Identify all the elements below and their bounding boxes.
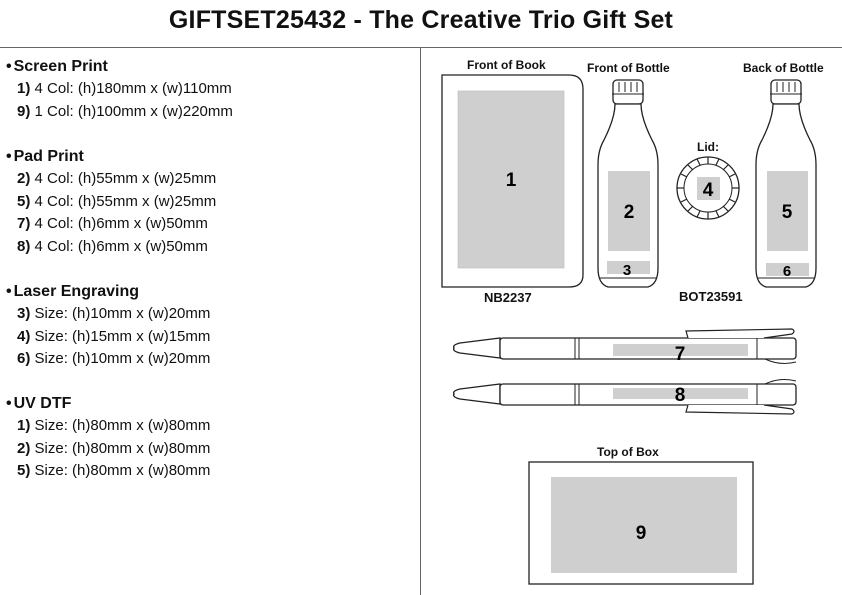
spec-text: 1 Col: (h)100mm x (w)220mm xyxy=(34,102,233,120)
pen-drawing-1 xyxy=(454,329,796,365)
area-number: 4) xyxy=(17,327,31,345)
code-bottle: BOT23591 xyxy=(679,289,743,304)
spec-text: 4 Col: (h)180mm x (w)110mm xyxy=(34,80,232,97)
method-title: Pad Print xyxy=(13,148,84,165)
spec-text: Size: (h)80mm x (w)80mm xyxy=(34,417,211,434)
area-number: 8) xyxy=(17,237,31,255)
area-number-1: 1 xyxy=(505,170,517,191)
area-number: 5) xyxy=(17,192,31,210)
area-number-7: 7 xyxy=(674,344,686,365)
notebook-drawing xyxy=(442,75,583,287)
area-number: 2) xyxy=(17,170,31,187)
bullet-icon: • xyxy=(6,58,12,75)
method-title: UV DTF xyxy=(13,395,72,412)
label-top-of-box: Top of Box xyxy=(597,445,659,459)
area-number-3: 3 xyxy=(622,262,632,279)
area-number-2: 2 xyxy=(623,202,635,223)
area-number-6: 6 xyxy=(782,263,792,280)
area-number-5: 5 xyxy=(781,202,793,223)
label-lid: Lid: xyxy=(697,140,719,154)
label-front-of-bottle: Front of Bottle xyxy=(587,61,670,75)
spec-text: Size: (h)15mm x (w)15mm xyxy=(34,327,211,345)
code-notebook: NB2237 xyxy=(484,290,532,305)
label-front-of-book: Front of Book xyxy=(467,58,546,72)
area-number: 2) xyxy=(17,439,31,457)
spec-text: Size: (h)10mm x (w)20mm xyxy=(34,350,211,367)
pen-drawing-2 xyxy=(454,380,796,414)
spec-text: 4 Col: (h)6mm x (w)50mm xyxy=(34,215,208,232)
area-number: 6) xyxy=(17,350,31,367)
spec-text: 4 Col: (h)55mm x (w)25mm xyxy=(34,192,217,210)
area-number-8: 8 xyxy=(674,385,686,406)
spec-text: Size: (h)10mm x (w)20mm xyxy=(34,305,211,322)
area-number-9: 9 xyxy=(635,523,647,544)
area-number: 9) xyxy=(17,102,31,120)
bottle-front-drawing xyxy=(598,80,658,287)
label-back-of-bottle: Back of Bottle xyxy=(743,61,824,75)
area-number: 5) xyxy=(17,462,31,479)
bullet-icon: • xyxy=(6,395,12,412)
area-number: 1) xyxy=(17,80,31,97)
spec-text: 4 Col: (h)55mm x (w)25mm xyxy=(34,170,217,187)
lid-drawing xyxy=(677,157,739,219)
method-title: Laser Engraving xyxy=(13,283,139,300)
area-number: 1) xyxy=(17,417,31,434)
bottle-back-drawing xyxy=(756,80,816,287)
spec-text: Size: (h)80mm x (w)80mm xyxy=(34,462,211,479)
box-drawing xyxy=(529,462,753,584)
area-number: 7) xyxy=(17,215,31,232)
area-number: 3) xyxy=(17,305,31,322)
bullet-icon: • xyxy=(6,148,12,165)
area-number-4: 4 xyxy=(702,180,714,201)
spec-text: Size: (h)80mm x (w)80mm xyxy=(34,439,211,457)
bullet-icon: • xyxy=(6,283,12,300)
page-title: GIFTSET25432 - The Creative Trio Gift Set xyxy=(168,6,674,34)
spec-text: 4 Col: (h)6mm x (w)50mm xyxy=(34,237,208,255)
method-title: Screen Print xyxy=(13,58,108,75)
